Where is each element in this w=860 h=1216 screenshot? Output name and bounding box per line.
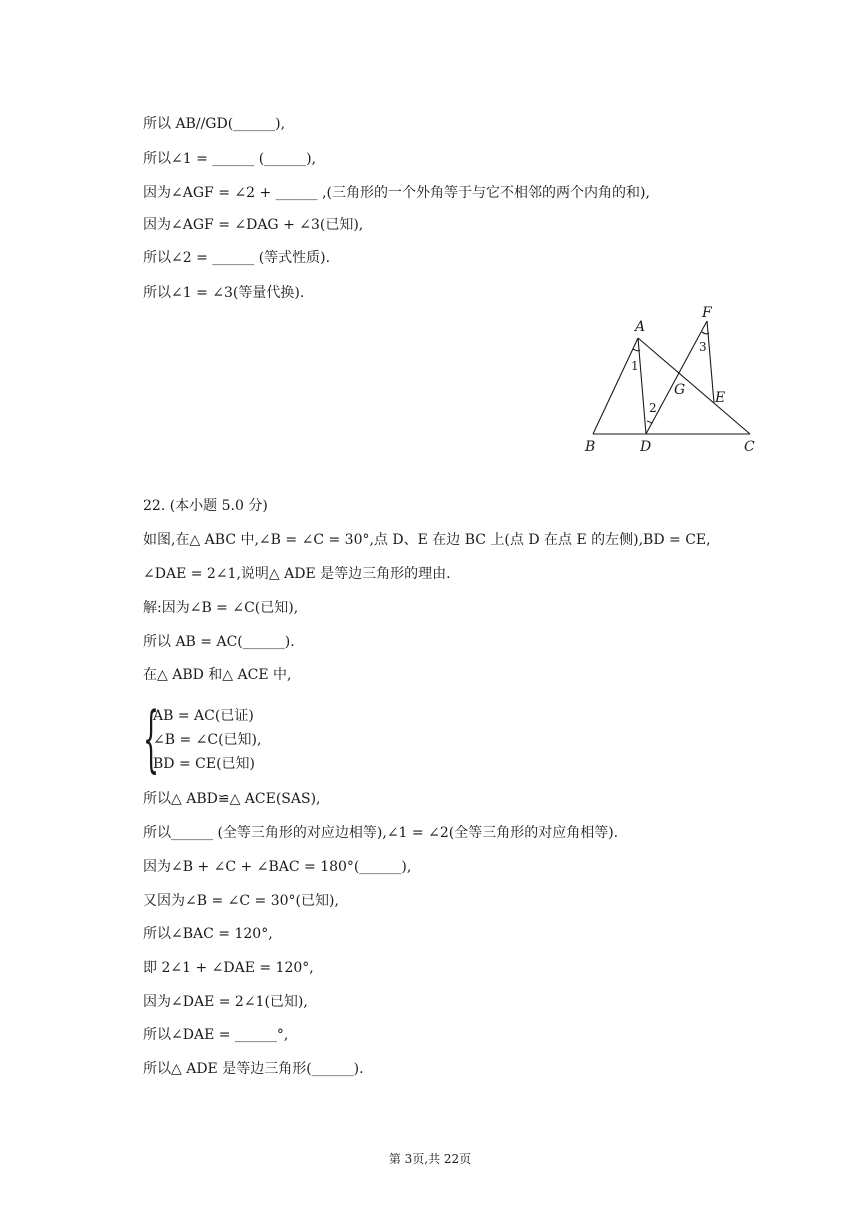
problem-22-line-5: 在△ ABD 和△ ACE 中,: [143, 667, 292, 683]
problem-22-line-3: 解:因为∠B = ∠C(已知),: [143, 600, 299, 616]
problem-22-after-7: 因为∠DAE = 2∠1(已知),: [143, 994, 308, 1010]
text-line-1: 所以 AB//GD(______),: [143, 116, 286, 132]
segment-ab: [593, 338, 638, 434]
text-line-3: 因为∠AGF = ∠2 + ______ ,(三角形的一个外角等于与它不相邻的两个内角的和),: [143, 185, 650, 201]
text-line-4: 因为∠AGF = ∠DAG + ∠3(已知),: [143, 217, 364, 233]
left-brace: {: [143, 696, 160, 780]
label-f: F: [702, 305, 712, 321]
segment-ad: [638, 338, 646, 434]
page-footer: 第 3页,共 22页: [388, 1152, 472, 1166]
problem-22-after-9: 所以△ ADE 是等边三角形(______).: [143, 1061, 364, 1077]
label-g: G: [674, 382, 686, 398]
label-b: B: [585, 439, 596, 455]
geometry-figure: [580, 300, 770, 460]
label-e: E: [715, 390, 726, 406]
segment-df: [646, 321, 707, 434]
system-line-2: ∠B = ∠C(已知),: [153, 732, 262, 748]
label-angle-2: 2: [649, 401, 657, 415]
label-c: C: [744, 439, 755, 455]
text-line-2: 所以∠1 = ______ (______),: [143, 151, 317, 167]
problem-22-header: 22. (本小题 5.0 分): [143, 498, 268, 514]
problem-22-after-5: 所以∠BAC = 120°,: [143, 926, 273, 942]
problem-22-after-8: 所以∠DAE = ______°,: [143, 1027, 289, 1043]
system-line-3: BD = CE(已知): [153, 756, 255, 772]
text-line-6: 所以∠1 = ∠3(等量代换).: [143, 285, 305, 301]
text-line-5: 所以∠2 = ______ (等式性质).: [143, 250, 331, 266]
problem-22-line-4: 所以 AB = AC(______).: [143, 634, 295, 650]
problem-22-after-3: 因为∠B + ∠C + ∠BAC = 180°(______),: [143, 859, 412, 875]
label-angle-3: 3: [699, 340, 707, 354]
problem-22-after-1: 所以△ ABD≌△ ACE(SAS),: [143, 791, 321, 807]
problem-22-after-6: 即 2∠1 + ∠DAE = 120°,: [143, 960, 314, 976]
segment-ac: [638, 338, 750, 434]
system-line-1: AB = AC(已证): [153, 708, 254, 724]
angle-2-arc: [647, 421, 652, 424]
problem-22-line-1: 如图,在△ ABC 中,∠B = ∠C = 30°,点 D、E 在边 BC 上(点 D 在点 E 的左侧),BD = CE,: [143, 532, 711, 548]
label-a: A: [635, 319, 646, 335]
problem-22-after-4: 又因为∠B = ∠C = 30°(已知),: [143, 893, 339, 909]
label-angle-1: 1: [631, 359, 639, 373]
problem-22-after-2: 所以______ (全等三角形的对应边相等),∠1 = ∠2(全等三角形的对应角相等).: [143, 825, 619, 841]
label-d: D: [640, 439, 652, 455]
problem-22-line-2: ∠DAE = 2∠1,说明△ ADE 是等边三角形的理由.: [143, 566, 451, 582]
